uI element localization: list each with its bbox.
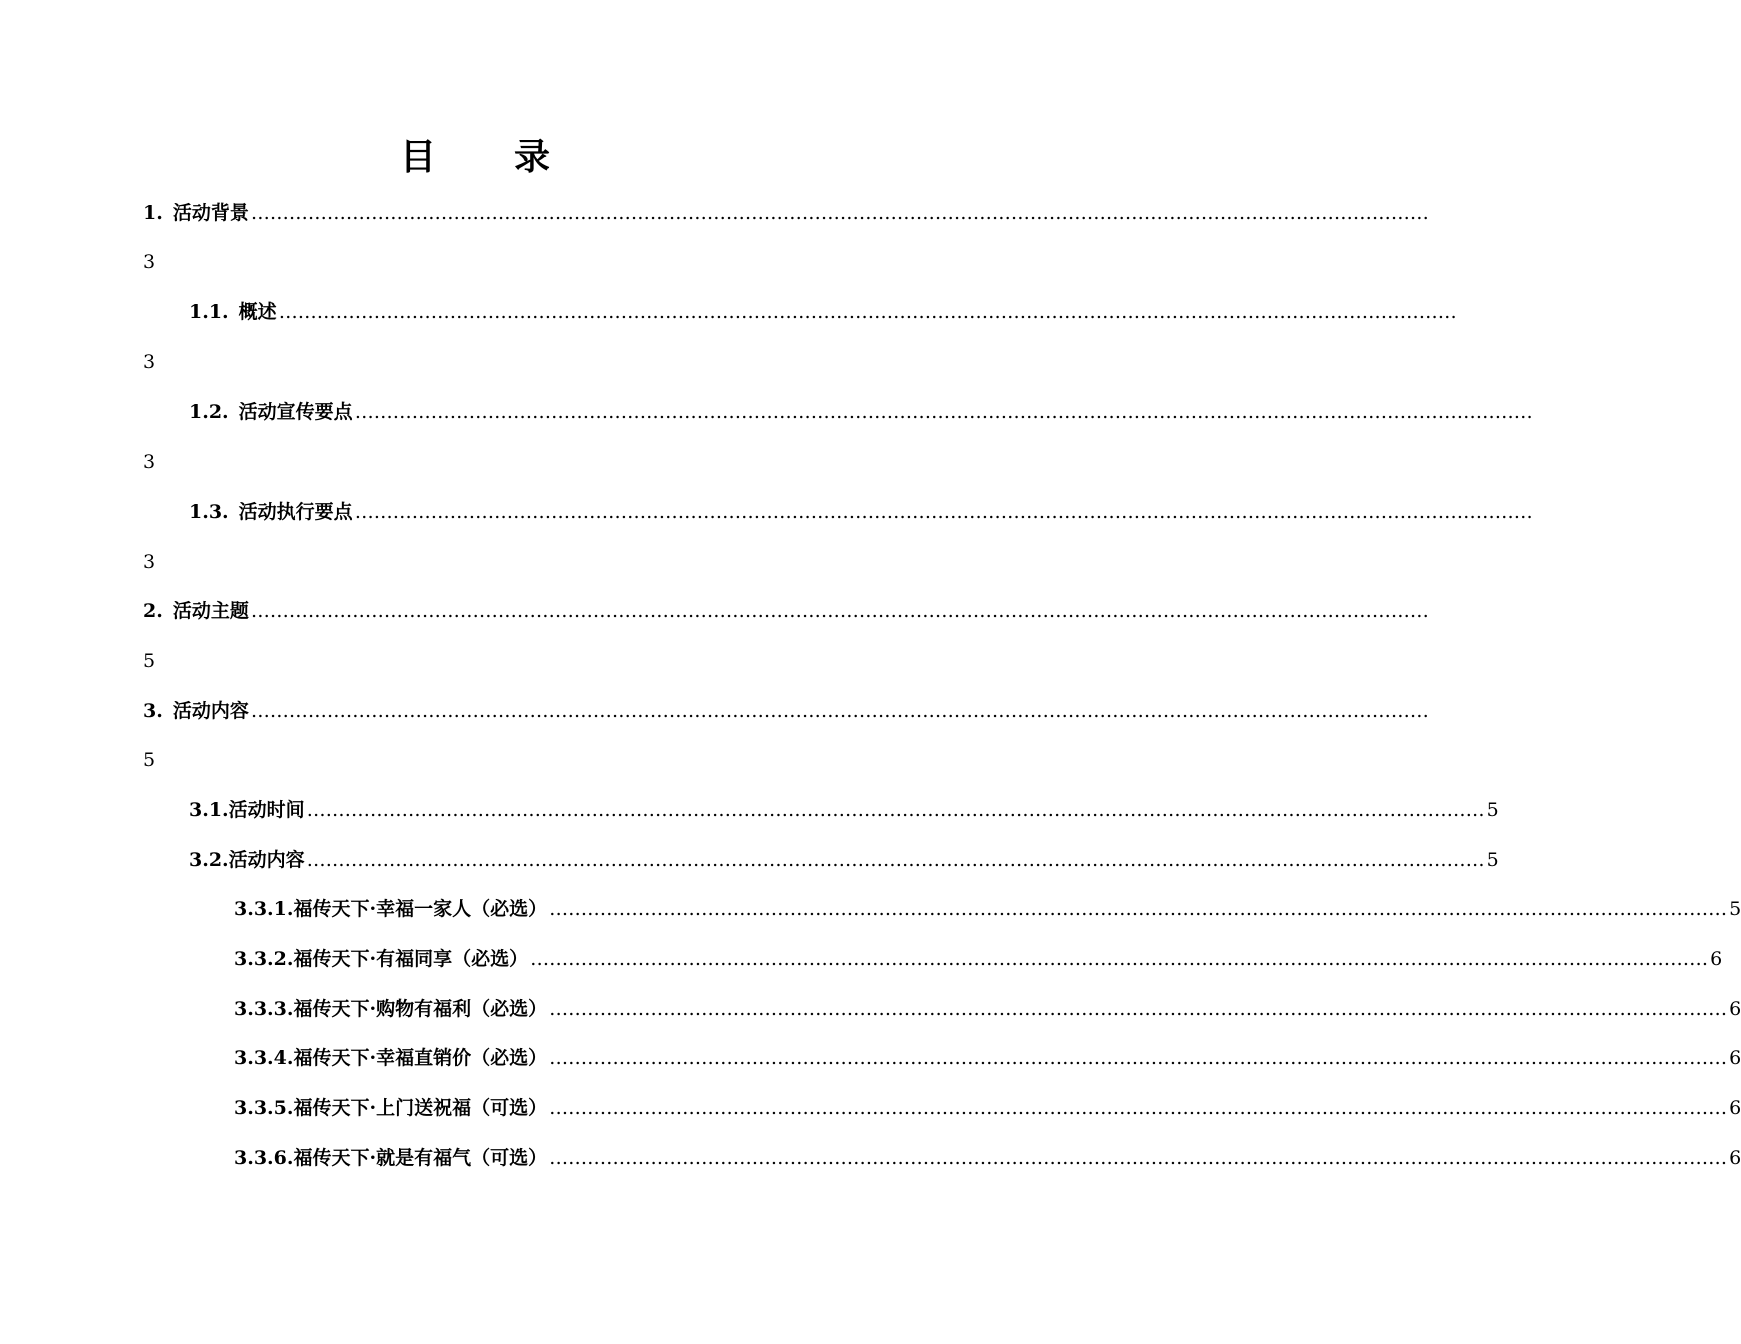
- toc-entry-label: 2. 活动主题: [143, 600, 249, 622]
- toc-entry-page-number: 5: [1729, 898, 1741, 920]
- toc-entry-3-3-4[interactable]: [234, 1043, 1741, 1073]
- toc-entry-page-number: 3: [143, 351, 156, 373]
- toc-entry-label: 3.1.活动时间: [189, 799, 305, 821]
- toc-entry-3[interactable]: [143, 696, 1429, 726]
- toc-entry-1-1[interactable]: [189, 297, 1457, 327]
- toc-entry-page-number: 6: [1710, 948, 1723, 970]
- toc-entry-page-number: 5: [143, 650, 156, 672]
- toc-entry-page-number: 3: [143, 251, 156, 273]
- toc-leader-dots: ……………………………………………………………………………………………………………………………………………………………………: [549, 1097, 1728, 1119]
- toc-entry-label: 3.3.2.福传天下·有福同享（必选）: [234, 948, 529, 970]
- toc-entry-3-3-6[interactable]: [234, 1143, 1741, 1173]
- toc-leader-dots: ……………………………………………………………………………………………………………………………………………………………………: [306, 849, 1485, 871]
- toc-entry-page-number: 3: [143, 551, 156, 573]
- toc-entry-label: 3.3.5.福传天下·上门送祝福（可选）: [234, 1097, 548, 1119]
- toc-entry-page-number: 6: [1729, 1097, 1741, 1119]
- title-char-1: 目: [399, 135, 436, 178]
- toc-entry-page-number: 6: [1729, 1047, 1741, 1069]
- toc-leader-dots: ……………………………………………………………………………………………………………………………………………………………………: [354, 401, 1533, 423]
- toc-leader-dots: ……………………………………………………………………………………………………………………………………………………………………: [250, 600, 1429, 622]
- toc-entry-3-1[interactable]: [189, 795, 1499, 825]
- toc-entry-3-3-2[interactable]: [234, 944, 1723, 974]
- toc-entry-page-number: 3: [143, 451, 156, 473]
- toc-entry-page-number: 5: [143, 749, 156, 771]
- toc-entry-label: 3.2.活动内容: [189, 849, 305, 871]
- toc-leader-dots: ……………………………………………………………………………………………………………………………………………………………………: [549, 1147, 1728, 1169]
- toc-entry-3-3-5[interactable]: [234, 1093, 1741, 1123]
- title-char-2: 录: [514, 135, 551, 178]
- toc-entry-label: 1. 活动背景: [143, 202, 249, 224]
- toc-leader-dots: ……………………………………………………………………………………………………………………………………………………………………: [306, 799, 1485, 821]
- toc-entry-3-2[interactable]: [189, 845, 1499, 875]
- toc-leader-dots: ……………………………………………………………………………………………………………………………………………………………………: [530, 948, 1709, 970]
- toc-entry-label: 3.3.6.福传天下·就是有福气（可选）: [234, 1147, 548, 1169]
- toc-entry-label: 3.3.4.福传天下·幸福直销价（必选）: [234, 1047, 548, 1069]
- toc-entry-label: 3.3.1.福传天下·幸福一家人（必选）: [234, 898, 548, 920]
- toc-entry-label: 1.3. 活动执行要点: [189, 501, 353, 523]
- toc-leader-dots: ……………………………………………………………………………………………………………………………………………………………………: [549, 998, 1728, 1020]
- page-title: [0, 126, 950, 182]
- toc-entry-2[interactable]: [143, 596, 1429, 626]
- toc-entry-page-number: 5: [1486, 799, 1499, 821]
- toc-entry-label: 3.3.3.福传天下·购物有福利（必选）: [234, 998, 548, 1020]
- toc-entry-1-3[interactable]: [189, 497, 1533, 527]
- toc-entry-3-3-1[interactable]: [234, 894, 1741, 924]
- toc-entry-label: 1.1. 概述: [189, 301, 277, 323]
- toc-leader-dots: ……………………………………………………………………………………………………………………………………………………………………: [250, 700, 1429, 722]
- toc-entry-page-number: 6: [1729, 998, 1741, 1020]
- toc-entry-3-3-3[interactable]: [234, 994, 1741, 1024]
- toc-entry-page-number: 5: [1486, 849, 1499, 871]
- toc-leader-dots: ……………………………………………………………………………………………………………………………………………………………………: [549, 898, 1728, 920]
- toc-entry-page-number: 6: [1729, 1147, 1741, 1169]
- toc-entry-label: 3. 活动内容: [143, 700, 249, 722]
- toc-entry-1[interactable]: [143, 198, 1429, 228]
- toc-entry-1-2[interactable]: [189, 397, 1533, 427]
- toc-entry-label: 1.2. 活动宣传要点: [189, 401, 353, 423]
- toc-leader-dots: ……………………………………………………………………………………………………………………………………………………………………: [278, 301, 1457, 323]
- toc-leader-dots: ……………………………………………………………………………………………………………………………………………………………………: [354, 501, 1533, 523]
- toc-leader-dots: ……………………………………………………………………………………………………………………………………………………………………: [549, 1047, 1728, 1069]
- toc-leader-dots: ……………………………………………………………………………………………………………………………………………………………………: [250, 202, 1429, 224]
